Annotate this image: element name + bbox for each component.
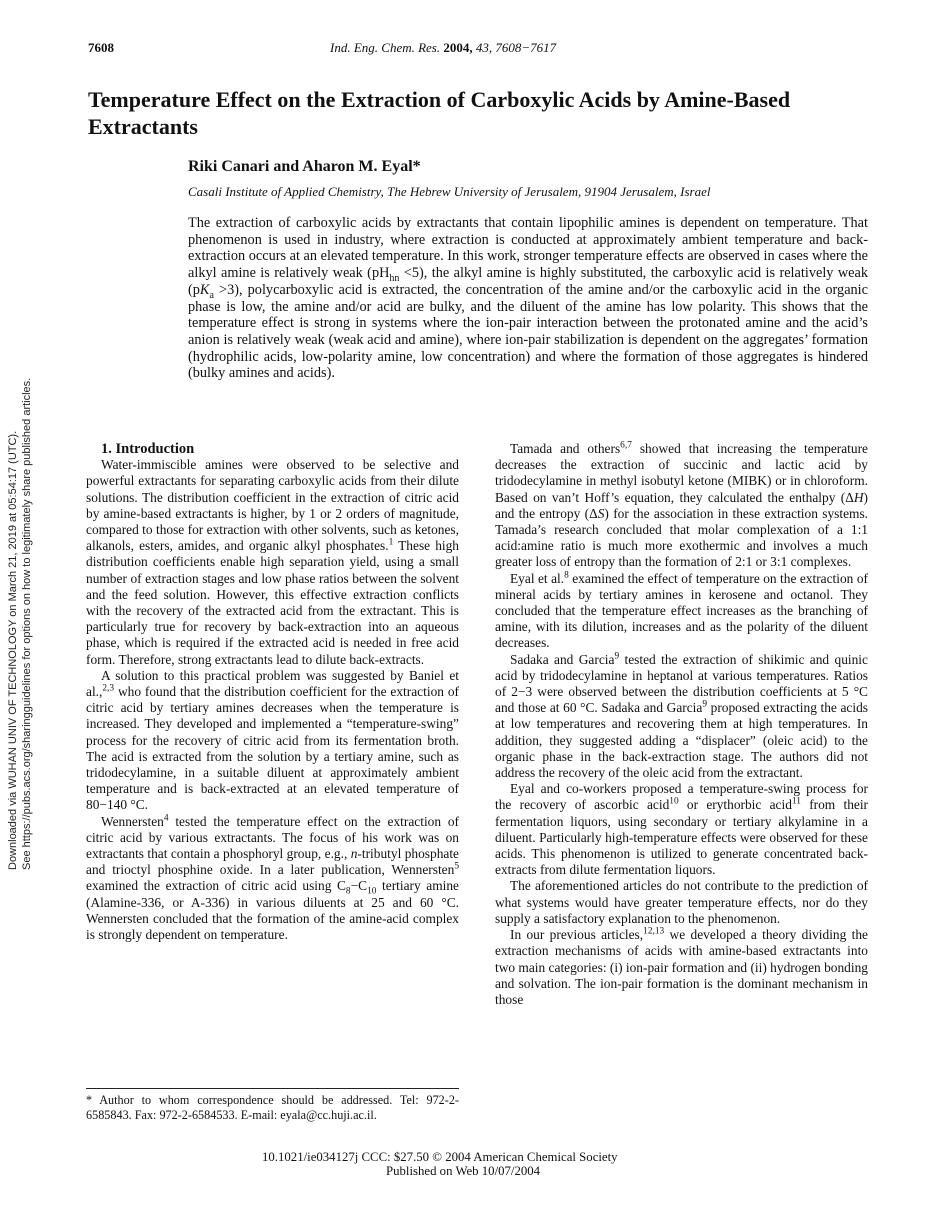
- footnote-divider: [86, 1088, 459, 1089]
- journal-volume: 43,: [475, 40, 493, 55]
- journal-year: 2004,: [443, 40, 473, 55]
- paragraph: Eyal et al.$^8$ examined the effect of temperature on the extraction of mineral acids by tertiary amines in kerosene and octanol. They concluded that the temperature effect increases as the branching of amine, with its dilution, increases and as the polarity of the diluent decreases.: [495, 570, 868, 651]
- paragraph: Water-immiscible amines were observed to be selective and powerful extractants for separating carboxylic acids from their dilute solutions. The distribution coefficient in the extraction of citric acid by amine-based extractants is higher, by 1 or 2 orders of magnitude, compared to those for extraction with other solvents, such as ketones, alkanols, esters, amides, and organic alkyl phosphates.$^1$ These high distribution coefficients enable high separation yield, using a small number of extraction stages and low phase ratios between the solvent and the feed solution. However, this effective extraction conflicts with the recovery of the extracted acid from the extractant. This is particularly true for recovery by back-extraction into an aqueous phase, which is required if the extracted acid is needed in free acid form. Therefore, strong extractants lead to dilute back-extracts.: [86, 457, 460, 667]
- journal-name: Ind. Eng. Chem. Res.: [330, 40, 441, 55]
- correspondence-footnote: * Author to whom correspondence should be addressed. Tel: 972-2-6585843. Fax: 972-2-6584533. E-mail: eyala@cc.huji.ac.il.: [86, 1093, 459, 1122]
- authors: Riki Canari and Aharon M. Eyal*: [188, 158, 421, 175]
- paragraph: The aforementioned articles do not contribute to the prediction of what systems would have greater temperature effects, nor do they supply a satisfactory explanation to the phenomenon.: [495, 878, 868, 926]
- footer-published: Published on Web 10/07/2004: [386, 1164, 541, 1178]
- right-column: [495, 441, 868, 1008]
- abstract: The extraction of carboxylic acids by extractants that contain lipophilic amines is dependent on temperature. That phenomenon is used in industry, where extraction is conducted at approximately ambient temperature and back-extraction occurs at an elevated temperature. In this work, stronger temperature effects are observed in cases where the alkyl amine is relatively weak $(pH_{hn} <5)$, the alkyl amine is highly substituted, the carboxylic acid is relatively weak $(pK_a >3)$, polycarboxylic acid is extracted, the concentration of the amine and/or the carboxylic acid in the organic phase is low, the amine and/or acid are bulky, and the diluent of the amine has low polarity. This shows that the temperature effect is strong in systems where the ion-pair interaction between the protonated amine and the acid’s anion is relatively weak (weak acid and amine), where ion-pair stabilization is dependent on the aggregates’ formation (hydrophilic acids, low-polarity amine, low concentration) and where the formation of those aggregates is hindered (bulky amines and acids).: [188, 215, 868, 382]
- left-column: [86, 441, 459, 943]
- paragraph: Eyal and co-workers proposed a temperature-swing process for the recovery of ascorbic acid$^{10}$ or erythorbic acid$^{11}$ from their fermentation liquors, using secondary or tertiary alkylamine in a diluent. Particularly high-temperature effects were observed for these acids. This phenomenon is utilized to generate concentrated back-extracts from dilute fermentation liquors.: [495, 781, 869, 878]
- paragraph: A solution to this practical problem was suggested by Baniel et al.,$^{2,3}$ who found that the distribution coefficient for the extraction of citric acid by tertiary amines decreases when the temperature is increased. They developed and implemented a “temperature-swing” process for the recovery of citric acid from its fermentation broth. The acid is extracted from the solution by a tertiary amine, such as tridodecylamine, in a suitable diluent at approximately ambient temperature and is back-extracted at an elevated temperature of 80−140 °C.: [86, 667, 459, 813]
- paragraph: Wennersten$^4$ tested the temperature effect on the extraction of citric acid by various extractants. The focus of his work was on extractants that contain a phosphoryl group, e.g., n-tributyl phosphate and trioctyl phosphine oxide. In a later publication, Wennersten$^5$ examined the extraction of citric acid using $C_8-C_{10}$ tertiary amine (Alamine-336, or A-336) in various diluents at 25 and 60 °C. Wennersten concluded that the formation of the amine-acid complex is strongly dependent on temperature.: [86, 813, 460, 943]
- affiliation: Casali Institute of Applied Chemistry, The Hebrew University of Jerusalem, 91904 Jerusalem, Israel: [188, 184, 711, 199]
- paragraph: In our previous articles,$^{12,13}$ we developed a theory dividing the extraction mechanisms of acids with amine-based extractants into two main categories: (i) ion-pair formation and (ii) hydrogen bonding and solvation. The ion-pair formation is the dominant mechanism in those: [495, 926, 868, 1007]
- download-sidebar: [6, 350, 34, 870]
- journal-pages: 7608−7617: [495, 40, 557, 55]
- paragraph: Sadaka and Garcia$^9$ tested the extraction of shikimic and quinic acid by tridodecylamine in heptanol at various temperatures. Ratios of 2−3 were observed between the distribution coefficients at 5 °C and those at 60 °C. Sadaka and Garcia$^9$ proposed extracting the acids at low temperatures and recovering them at high temperatures. In addition, they suggested adding a “displacer” (oleic acid) to the organic phase in the back-extraction stage. The authors did not address the recovery of the oleic acid from the extractant.: [495, 651, 869, 781]
- article-title: Temperature Effect on the Extraction of Carboxylic Acids by Amine-Based Extractants: [88, 87, 791, 139]
- section-heading: 1. Introduction: [101, 441, 195, 457]
- page-number: 7608: [88, 40, 114, 55]
- sharing-guidelines-link[interactable]: See https://pubs.acs.org/sharingguidelines for options on how to legitimately share published articles.: [21, 377, 33, 870]
- journal-header: [330, 40, 556, 56]
- footer-doi: 10.1021/ie034127j CCC: $27.50 © 2004 American Chemical Society: [262, 1150, 618, 1164]
- paragraph: Tamada and others$^{6,7}$ showed that increasing the temperature decreases the extraction of succinic and lactic acid by tridodecylamine in methyl isobutyl ketone (MIBK) or in chloroform. Based on van’t Hoff’s equation, they calculated the enthalpy (ΔH) and the entropy (ΔS) for the association in these extraction systems. Tamada’s research concluded that molar complexation of a 1:1 acid:amine ratio is much more exothermic and involves a much greater loss of entropy than the formation of 2:1 or 3:1 complexes.: [495, 440, 868, 570]
- download-notice: Downloaded via WUHAN UNIV OF TECHNOLOGY on March 21, 2019 at 05:54:17 (UTC).: [7, 430, 19, 870]
